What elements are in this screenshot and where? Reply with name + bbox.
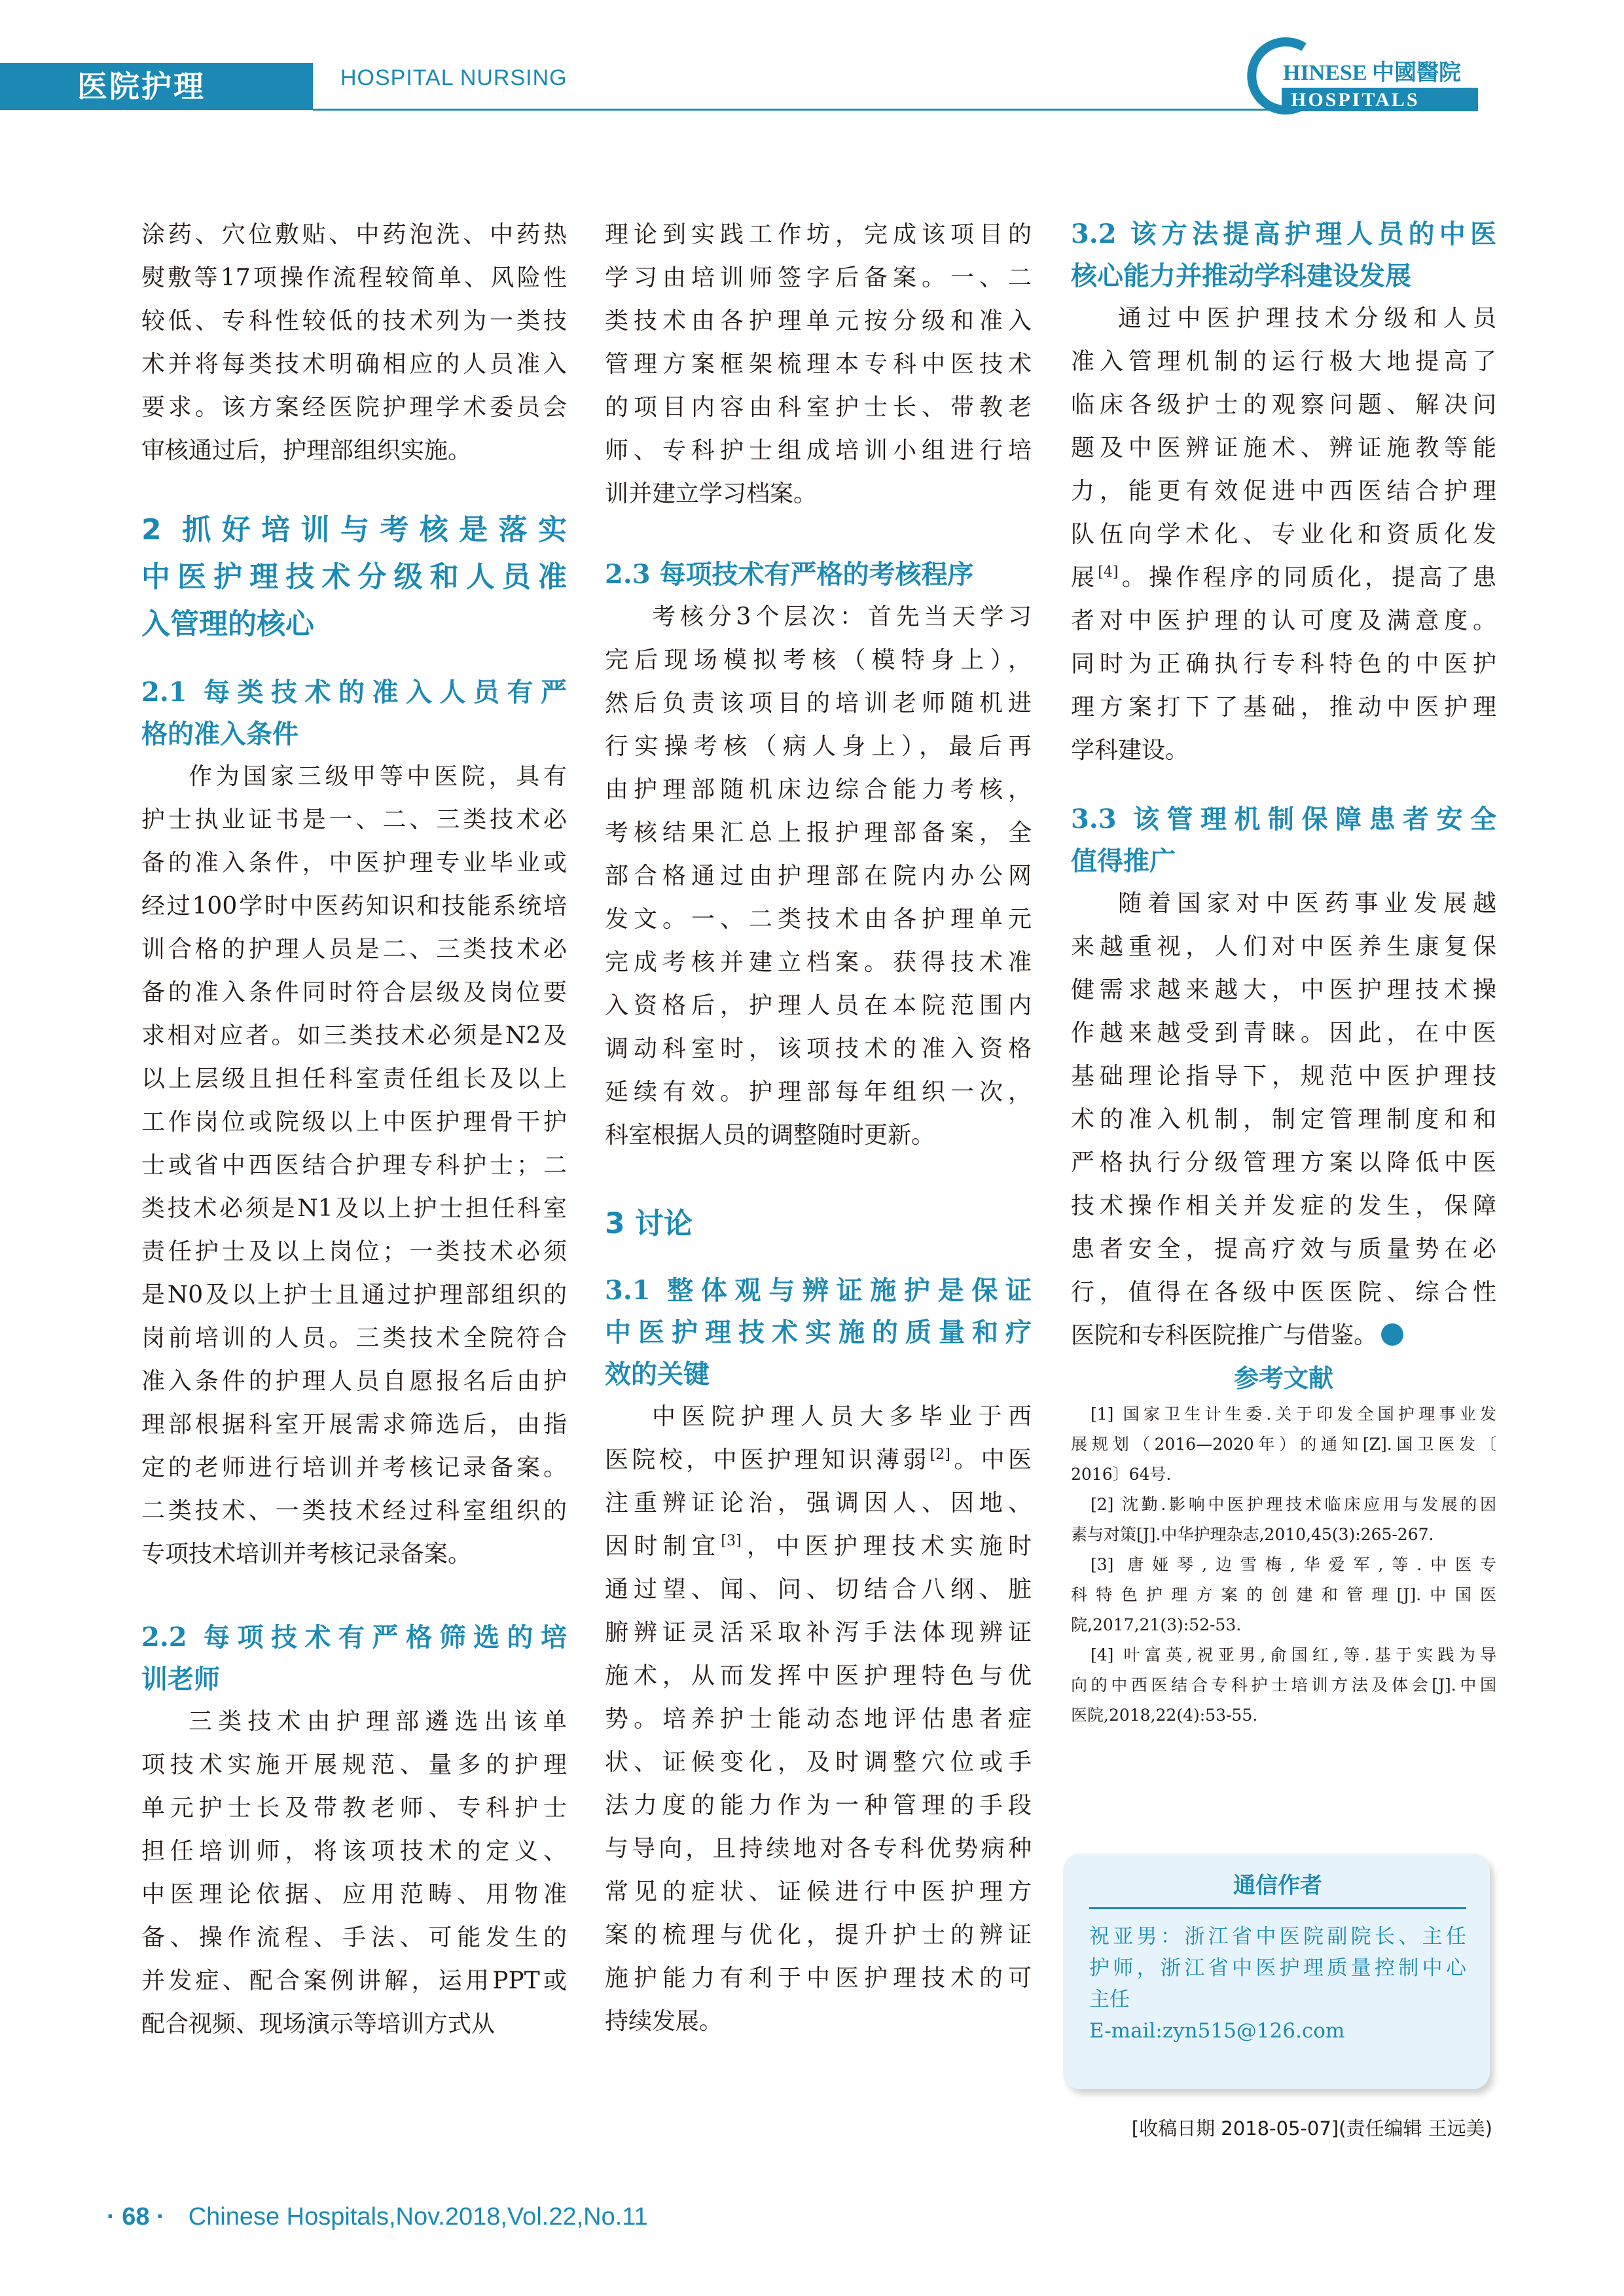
body-text-line: 理论到实践工作坊，完成该项目的: [605, 221, 1032, 248]
section-heading-line: 3 讨论: [605, 1207, 693, 1240]
body-text-line: 师、专科护士组成培训小组进行培: [605, 437, 1032, 464]
chinese-hospitals-logo: [1244, 37, 1519, 115]
body-text-line: 案的梳理与优化，提升护士的辨证: [605, 1922, 1032, 1948]
body-text-line: 题及中医辨证施术、辨证施教等能: [1071, 435, 1496, 461]
body-text-line: 部合格通过由护理部在院内办公网: [605, 863, 1032, 889]
reference-line: 展规划（2016—2020年）的通知[Z].国卫医发〔: [1071, 1435, 1496, 1454]
subsection-heading-line: 3.1 整体观与辨证施护是保证: [605, 1275, 1032, 1306]
logo-text-cn: 中國醫院: [1372, 60, 1461, 86]
body-text-line: 担任培训师，将该项技术的定义、: [141, 1838, 567, 1865]
body-text-line: 通过中医护理技术分级和人员: [1118, 305, 1496, 332]
footer-citation: Chinese Hospitals,Nov.2018,Vol.22,No.11: [188, 2203, 648, 2231]
body-text-line: 护士执业证书是一、二、三类技术必: [141, 806, 567, 833]
body-text-line: 士或省中西医结合护理专科护士；二: [141, 1152, 567, 1179]
body-text-line: 然后负责该项目的培训老师随机进: [605, 690, 1032, 717]
column-right-body: [1071, 213, 1496, 1357]
body-text-line: 理部根据科室开展需求筛选后，由指: [141, 1411, 567, 1438]
body-text-line: 科室根据人员的调整随时更新。: [605, 1122, 935, 1149]
body-text-line: 审核通过后，护理部组织实施。: [141, 437, 472, 464]
reference-line: 素与对策[J].中华护理杂志,2010,45(3):265-267.: [1071, 1525, 1434, 1544]
correspondence-line: 主任: [1089, 1988, 1130, 2011]
body-text-line: 力，能更有效促进中西医结合护理: [1071, 478, 1496, 505]
body-text-line: 定的老师进行培训并考核记录备案。: [141, 1454, 567, 1481]
body-text-line: 完后现场模拟考核（模特身上），: [605, 647, 1032, 673]
page-number: · 68 ·: [107, 2203, 165, 2231]
references: [1071, 1357, 1496, 1731]
body-text-line: 的项目内容由科室护士长、带教老: [605, 394, 1032, 421]
citation-mark: [2]: [929, 1446, 950, 1463]
body-text-line: 岗前培训的人员。三类技术全院符合: [141, 1325, 567, 1352]
body-text-line: 持续发展。: [605, 2008, 723, 2035]
body-text-line: 作越来越受到青睐。因此，在中医: [1071, 1020, 1496, 1047]
body-text-line: 类技术必须是N1及以上护士担任科室: [141, 1195, 567, 1222]
references-title: 参考文献: [1233, 1363, 1333, 1393]
body-text-line: 熨敷等17项操作流程较简单、风险性: [141, 264, 567, 291]
body-text-line: 与导向，且持续地对各专科优势病种: [605, 1835, 1032, 1862]
correspondence-line: 祝亚男：浙江省中医院副院长、主任: [1089, 1925, 1466, 1948]
correspondence-line: 护师，浙江省中医护理质量控制中心: [1089, 1956, 1466, 1980]
journal-name-en: HOSPITAL NURSING: [340, 65, 568, 90]
body-text-line: 理方案打下了基础，推动中医护理: [1071, 694, 1496, 721]
subsection-heading-line: 3.3 该管理机制保障患者安全: [1071, 804, 1496, 834]
citation-mark: [4]: [1098, 564, 1119, 581]
received-date: [收稿日期 2018-05-07](责任编辑 王远美): [1131, 2117, 1492, 2140]
body-text-line: 势。培养护士能动态地评估患者症: [605, 1706, 1032, 1732]
article-end-icon: [1381, 1323, 1403, 1346]
body-text-line: 医院和专科医院推广与借鉴。: [1071, 1314, 1496, 1357]
body-text-line: 展[4]。操作程序的同质化，提高了患: [1071, 564, 1496, 591]
reference-line: 院,2017,21(3):52-53.: [1071, 1615, 1242, 1634]
body-text-line: 施护能力有利于中医护理技术的可: [605, 1965, 1032, 1992]
body-text-line: 发文。一、二类技术由各护理单元: [605, 906, 1032, 933]
citation-mark: [3]: [721, 1533, 742, 1549]
body-text-line: 入资格后，护理人员在本院范围内: [605, 992, 1032, 1019]
reference-line: 2016〕64号.: [1071, 1465, 1172, 1484]
body-text-line: 并发症、配合案例讲解，运用PPT或: [141, 1967, 567, 1994]
body-text-line: 作为国家三级甲等中医院，具有: [189, 763, 567, 790]
subsection-heading-line: 2.2 每项技术有严格筛选的培: [141, 1622, 567, 1653]
subsection-heading-line: 2.3 每项技术有严格的考核程序: [605, 559, 974, 590]
body-text-line: 管理方案框架梳理本专科中医技术: [605, 351, 1032, 378]
header-rule: [313, 109, 1295, 111]
subsection-heading-line: 3.2 该方法提高护理人员的中医: [1071, 219, 1496, 249]
body-text-line: 同时为正确执行专科特色的中医护: [1071, 651, 1496, 677]
body-text-line: 经过100学时中医药知识和技能系统培: [141, 893, 567, 920]
body-text-line: 工作岗位或院级以上中医护理骨干护: [141, 1109, 567, 1136]
body-text-line: 求相对应者。如三类技术必须是N2及: [141, 1022, 567, 1049]
subsection-heading-line: 中医护理技术实施的质量和疗: [605, 1317, 1032, 1348]
body-text-line: 是N0及以上护士且通过护理部组织的: [141, 1282, 567, 1308]
body-text-line: 配合视频、现场演示等培训方式从: [141, 2011, 496, 2037]
section-heading-line: 中医护理技术分级和人员准: [141, 560, 567, 594]
body-text-line: 较低、专科性较低的技术列为一类技: [141, 308, 567, 334]
body-text-line: 专项技术培训并考核记录备案。: [141, 1541, 472, 1568]
body-text-line: 学科建设。: [1071, 737, 1189, 764]
subsection-heading-line: 效的关键: [605, 1359, 710, 1390]
section-heading-line: 入管理的核心: [141, 607, 314, 641]
reference-line: [1] 国家卫生计生委.关于印发全国护理事业发: [1091, 1405, 1496, 1424]
body-text-line: 备的准入条件，中医护理专业毕业或: [141, 850, 567, 876]
correspondence-email[interactable]: E-mail:zyn515@126.com: [1089, 2019, 1345, 2043]
body-text-line: 责任护士及以上岗位；一类技术必须: [141, 1238, 567, 1265]
body-text-line: 临床各级护士的观察问题、解决问: [1071, 391, 1496, 418]
body-text-line: 腑辨证灵活采取补泻手法体现辨证: [605, 1619, 1032, 1646]
body-text-line: 调动科室时，该项技术的准入资格: [605, 1035, 1032, 1062]
references-list: [1071, 1399, 1496, 1731]
body-text-line: 基础理论指导下，规范中医护理技: [1071, 1063, 1496, 1090]
body-text-line: 中医理论依据、应用范畴、用物准: [141, 1881, 567, 1908]
logo-text-top: HINESE: [1283, 61, 1367, 85]
subsection-heading-line: 值得推广: [1071, 846, 1176, 876]
subsection-heading-line: 2.1 每类技术的准入人员有严: [141, 677, 567, 708]
correspondence-box: [1063, 1854, 1490, 2089]
body-text-line: 备的准入条件同时符合层级及岗位要: [141, 979, 567, 1006]
reference-line: [3] 唐娅琴,边雪梅,华爱军,等.中医专: [1091, 1555, 1496, 1574]
body-text-line: 考核结果汇总上报护理部备案，全: [605, 819, 1032, 846]
subsection-heading-line: 核心能力并推动学科建设发展: [1071, 260, 1411, 291]
subsection-heading-line: 格的准入条件: [141, 719, 298, 749]
correspondence-rule: [1089, 1907, 1466, 1909]
body-text-line: 术并将每类技术明确相应的人员准入: [141, 351, 567, 378]
body-text-line: 准入条件的护理人员自愿报名后由护: [141, 1368, 567, 1395]
column-left: [141, 213, 567, 2046]
body-text-line: 者对中医护理的认可度及满意度。: [1071, 607, 1496, 634]
reference-line: 医院,2018,22(4):53-55.: [1071, 1706, 1258, 1725]
body-text-line: 三类技术由护理部遴选出该单: [189, 1708, 567, 1735]
reference-line: 科特色护理方案的创建和管理[J].中国医: [1071, 1585, 1496, 1604]
body-text-line: 状、证候变化，及时调整穴位或手: [605, 1749, 1032, 1776]
body-text-line: 项技术实施开展规范、量多的护理: [141, 1751, 567, 1778]
column-right: [1071, 213, 1496, 1731]
body-text-line: 要求。该方案经医院护理学术委员会: [141, 394, 567, 421]
body-text-line: 完成考核并建立档案。获得技术准: [605, 949, 1032, 976]
body-text-line: 行实操考核（病人身上），最后再: [605, 733, 1032, 760]
page-footer: [107, 2203, 648, 2231]
body-text-line: 术的准入机制，制定管理制度和和: [1071, 1106, 1496, 1133]
section-heading-line: 2 抓好培训与考核是落实: [141, 513, 567, 547]
reference-line: [2] 沈勤.影响中医护理技术临床应用与发展的因: [1091, 1495, 1496, 1514]
correspondence-body: [1089, 1921, 1466, 2047]
body-text-line: 单元护士长及带教老师、专科护士: [141, 1795, 567, 1821]
body-text-line: 由护理部随机床边综合能力考核，: [605, 776, 1032, 803]
body-text-line: 二类技术、一类技术经过科室组织的: [141, 1498, 567, 1524]
body-text-line: 施术，从而发挥中医护理特色与优: [605, 1662, 1032, 1689]
body-text-line: 训合格的护理人员是二、三类技术必: [141, 936, 567, 963]
body-text-line: 考核分3个层次：首先当天学习: [652, 603, 1032, 630]
correspondence-title: 通信作者: [1233, 1873, 1322, 1899]
body-text-line: 技术操作相关并发症的发生，保障: [1071, 1193, 1496, 1219]
body-text-line: 医院校，中医护理知识薄弱[2]。中医: [605, 1446, 1032, 1473]
body-text-line: 严格执行分级管理方案以降低中医: [1071, 1149, 1496, 1176]
body-text-line: 类技术由各护理单元按分级和准入: [605, 308, 1032, 334]
logo-text-bottom: HOSPITALS: [1291, 89, 1420, 111]
body-text-line: 训并建立学习档案。: [605, 480, 818, 507]
body-text-line: 备、操作流程、手法、可能发生的: [141, 1924, 567, 1951]
body-text-line: 因时制宜[3]，中医护理技术实施时: [605, 1533, 1032, 1560]
reference-line: 向的中西医结合专科护士培训方法及体会[J].中国: [1071, 1676, 1496, 1695]
subsection-heading-line: 训老师: [141, 1664, 220, 1695]
body-text-line: 延续有效。护理部每年组织一次，: [605, 1079, 1032, 1105]
reference-line: [4] 叶富英,祝亚男,俞国红,等.基于实践为导: [1091, 1645, 1496, 1664]
journal-name-band: 医院护理: [0, 63, 313, 110]
body-text-line: 法力度的能力作为一种管理的手段: [605, 1792, 1032, 1819]
body-text-line: 患者安全，提高疗效与质量势在必: [1071, 1236, 1496, 1263]
body-text-line: 学习由培训师签字后备案。一、二: [605, 264, 1032, 291]
body-text-line: 涂药、穴位敷贴、中药泡洗、中药热: [141, 221, 567, 248]
body-text-line: 常见的症状、证候进行中医护理方: [605, 1878, 1032, 1905]
body-text-line: 来越重视，人们对中医养生康复保: [1071, 933, 1496, 960]
body-text-line: 通过望、闻、问、切结合八纲、脏: [605, 1576, 1032, 1603]
body-text-line: 准入管理机制的运行极大地提高了: [1071, 348, 1496, 375]
body-text-line: 注重辨证论治，强调因人、因地、: [605, 1490, 1032, 1516]
column-middle: [605, 213, 1032, 2043]
body-text-line: 行，值得在各级中医医院、综合性: [1071, 1279, 1496, 1306]
body-text-line: 以上层级且担任科室责任组长及以上: [141, 1066, 567, 1092]
body-text-line: 中医院护理人员大多毕业于西: [652, 1403, 1032, 1430]
body-text-line: 队伍向学术化、专业化和资质化发: [1071, 521, 1496, 548]
body-text-line: 健需求越来越大，中医护理技术操: [1071, 977, 1496, 1003]
body-text-line: 随着国家对中医药事业发展越: [1118, 890, 1496, 917]
